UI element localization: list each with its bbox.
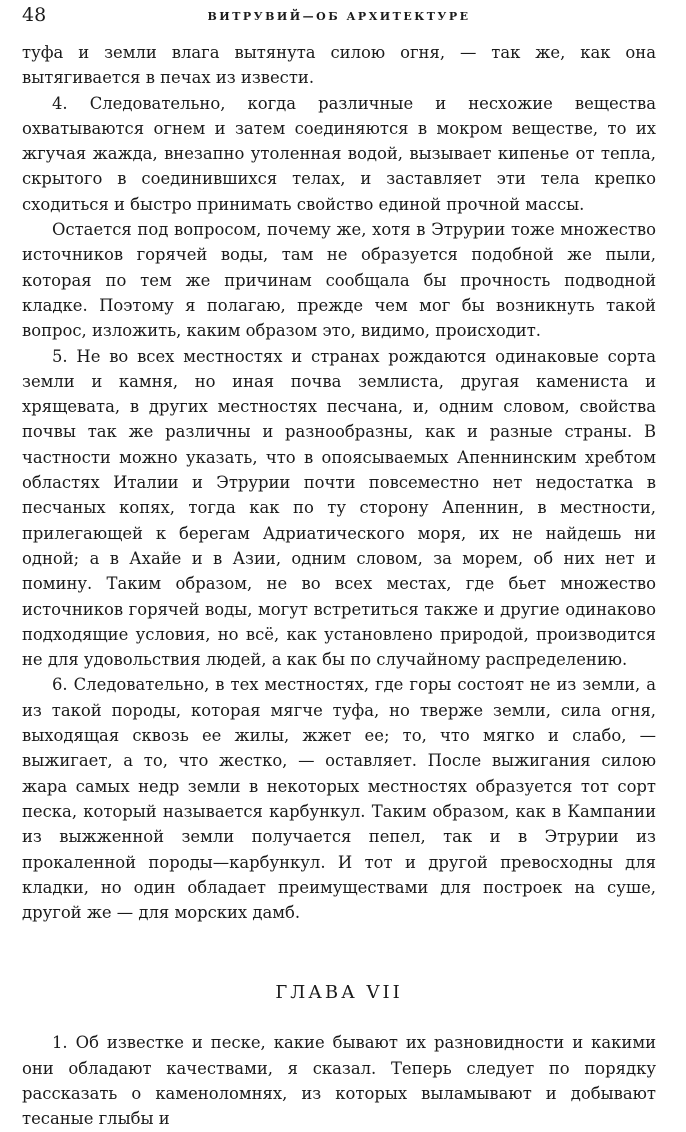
paragraph-etruria-question: Остается под вопросом, почему же, хотя в Этрурии тоже множество источников горячей воды, там не образуется подобной же пыли, которая по тем же причинам сообщала бы прочность подводной кладке. Поэтому я полагаю, прежде чем мог бы возникнуть такой вопрос, изложить, каким образом это, видимо, происходит. — [22, 220, 656, 341]
paragraph-chapter-7-section-1: 1. Об известке и песке, какие бывают их разновидности и какими они обладают качествами, я сказал. Теперь следует по порядку рассказать о каменоломнях, из которых выламывают и добывают тесаные глыбы и — [22, 1033, 656, 1129]
paragraph-section-6: 6. Следовательно, в тех местностях, где горы состоят не из земли, а из такой породы, которая мягче туфа, но тверже земли, сила огня, выходящая сквозь ее жилы, жжет ее; то, что мягко и слабо, — выжигает, а то, что жестко, — оставляет. После выжигания силою жара самых недр земли в некоторых местностях образуется тот сорт песка, который называется карбункул. Таким образом, как в Кампании из выжженной земли получается пепел, так и в Этрурии из прокаленной породы—карбункул. И тот и другой превосходны для кладки, но один обладает преимуществами для построек на суше, другой же — для морских дамб. — [22, 675, 656, 923]
running-title: ВИТРУВИЙ—ОБ АРХИТЕКТУРЕ — [207, 10, 471, 23]
paragraph-section-5: 5. Не во всех местностях и странах рождаются одинаковые сорта земли и камня, но иная почва землиста, другая камениста и хрящевата, в других местностях песчана, и, одним словом, свойства почвы так же различны и разнообразны, как и разные страны. В частности можно указать, что в опоясываемых Апеннинским хребтом областях Италии и Этрурии почти повсеместно нет недостатка в песчаных копях, тогда как по ту сторону Апеннин, в местности, прилегающей к берегам Адриатического моря, их не найдешь ни одной; а в Ахайе и в Азии, одним словом, за морем, об них нет и помину. Таким образом, не во всех местах, где бьет множество источников горячей воды, могут встретиться также и другие одинаково подходящие условия, но всё, как установлено природой, производится не для удовольствия людей, а как бы по случайному распределению. — [22, 346, 656, 670]
chapter-heading: ГЛАВА VII — [275, 982, 403, 1004]
paragraph-continuation: туфа и земли влага вытянута силою огня, — так же, как она вытягивается в печах из извести. — [22, 43, 656, 88]
page-number: 48 — [22, 4, 47, 26]
paragraph-section-4: 4. Следовательно, когда различные и несхожие вещества охватываются огнем и затем соединяются в мокром веществе, то их жгучая жажда, внезапно утоленная водой, вызывает кипенье от тепла, скрытого в соединившихся телах, и заставляет эти тела крепко сходиться и быстро принимать свойство единой прочной массы. — [22, 93, 656, 214]
running-head — [22, 0, 656, 40]
